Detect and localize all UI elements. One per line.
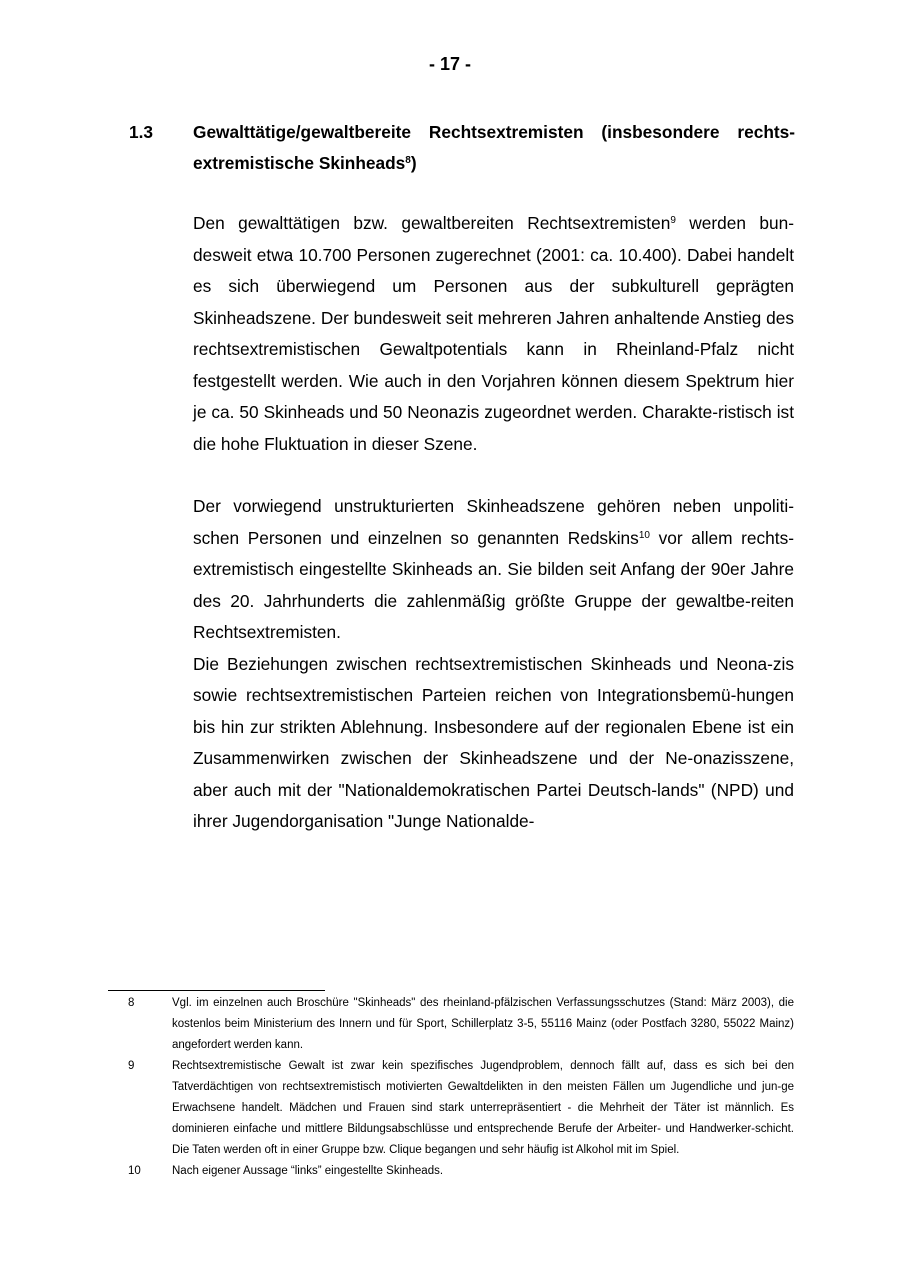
footnote-item	[108, 1056, 794, 1161]
footnote-number: 10	[128, 1165, 141, 1177]
footnote-item	[108, 993, 794, 1056]
page-number: - 17 -	[428, 54, 471, 74]
footnote-ref-8[interactable]: 8	[405, 155, 411, 166]
paragraph-1-text-b: werden bun-desweit etwa 10.700 Personen zugerechnet (2001: ca. 10.400). Dabei handelt es sich überwiegend um Personen aus der subkulturell geprägten Skinheadszene. Der bundesweit seit mehreren Jahren anhaltende Anstieg des rechtsextremistischen Gewaltpotentials kann in Rheinland-Pfalz nicht festgestellt werden. Wie auch in den Vorjahren können diesem Spektrum hier je ca. 50 Skinheads und 50 Neonazis zugeordnet werden. Charakte-ristisch ist die hohe Fluktuation in dieser Szene.	[193, 213, 794, 454]
paragraph-1-text-a: Den gewalttätigen bzw. gewaltbereiten Rechtsextremisten	[193, 213, 671, 233]
footnote-item	[108, 1161, 794, 1182]
paragraph-2-text-a: Der vorwiegend unstrukturierten Skinheadszene gehören neben unpoliti-schen Personen und einzelnen so genannten Redskins	[193, 496, 794, 548]
body-paragraphs-2-3	[193, 491, 794, 838]
footnote-text: Vgl. im einzelnen auch Broschüre "Skinheads" des rheinland-pfälzischen Verfassungsschutzes (Stand: März 2003), die kostenlos beim Ministerium des Innern und für Sport, Schillerplatz 3-5, 55116 Mainz (oder Postfach 3280, 55022 Mainz) angefordert werden kann.	[172, 997, 794, 1051]
footnotes	[108, 993, 794, 1182]
footnote-number: 9	[128, 1060, 135, 1072]
footnote-ref-10[interactable]: 10	[638, 529, 650, 541]
section-title	[193, 117, 795, 179]
body-paragraph-3: Die Beziehungen zwischen rechtsextremistischen Skinheads und Neona-zis sowie rechtsextremistischen Parteien reichen von Integrationsbemü-hungen bis hin zur strikten Ablehnung. Insbesondere auf der regionalen Ebene ist ein Zusammenwirken zwischen der Skinheadszene und der Ne-onazisszene, aber auch mit der "Nationaldemokratischen Partei Deutsch-lands" (NPD) und ihrer Jugendorganisation "Junge Nationalde-	[193, 653, 794, 831]
section-number: 1.3	[129, 122, 154, 142]
section-title-close: )	[410, 153, 417, 173]
footnote-text: Nach eigener Aussage “links” eingestellte Skinheads.	[172, 1165, 444, 1177]
paragraph-2-text-b: vor allem rechts-extremistisch eingestellte Skinheads an. Sie bilden seit Anfang der 90er Jahre des 20. Jahrhunderts die zahlenmäßig größte Gruppe der gewaltbe-reiten Rechtsextremisten.	[193, 527, 794, 642]
section-title-text: Gewalttätige/gewaltbereite Rechtsextremisten (insbesondere rechts-extremistische Skinheads	[193, 122, 795, 173]
footnote-text: Rechtsextremistische Gewalt ist zwar kein spezifisches Jugendproblem, dennoch fällt auf, dass es sich bei den Tatverdächtigen von rechtsextremistisch motivierten Gewaltdelikten in den meisten Fällen um Jugendliche und jun-ge Erwachsene handelt. Mädchen und Frauen sind stark unterrepräsentiert - die Mehrheit der Täter ist männlich. Es dominieren einfache und mittlere Bildungsabschlüsse und entsprechende Berufe der Arbeiter- und Handwerker-schicht. Die Taten werden oft in einer Gruppe bzw. Clique begangen und sehr häufig ist Alkohol mit im Spiel.	[172, 1060, 794, 1156]
footnote-number: 8	[128, 997, 135, 1009]
body-paragraph-2	[193, 491, 794, 649]
body-paragraph-1	[193, 208, 794, 460]
footnote-ref-9[interactable]: 9	[670, 215, 676, 226]
footnote-separator	[108, 990, 325, 991]
